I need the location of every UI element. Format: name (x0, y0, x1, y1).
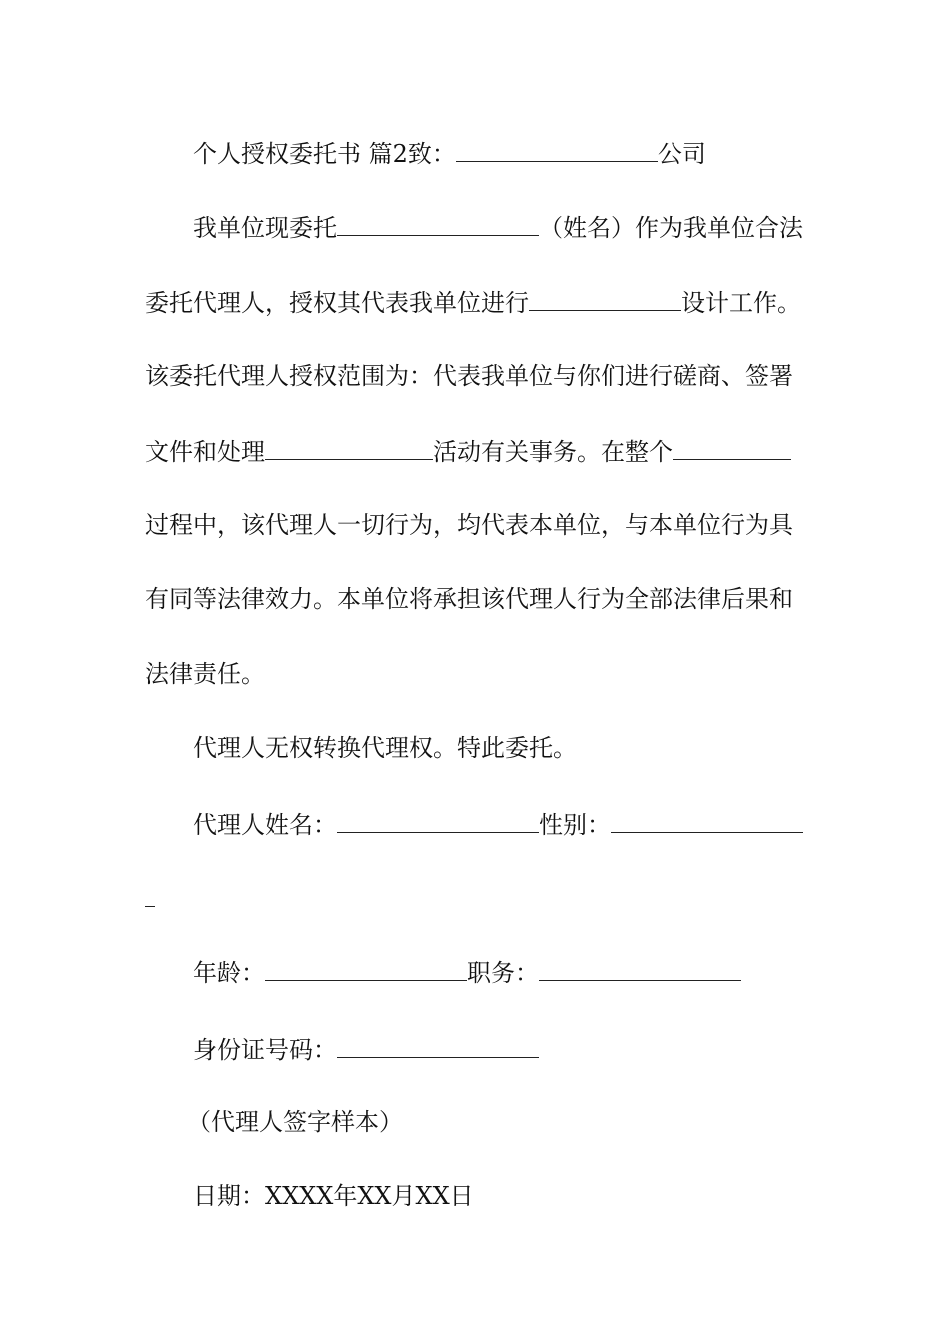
name-label: 代理人姓名： (193, 811, 337, 839)
body-text: 有同等法律效力。本单位将承担该代理人行为全部法律后果和 (145, 585, 793, 613)
activity-blank (265, 435, 433, 460)
company-suffix: 公司 (657, 140, 706, 168)
age-position-line (193, 956, 741, 988)
body-line-3 (145, 361, 793, 391)
body-line-5 (145, 510, 793, 540)
id-number-line (193, 1033, 539, 1065)
id-label: 身份证号码： (193, 1036, 337, 1064)
company-blank (456, 137, 658, 162)
gender-label: 性别： (539, 811, 611, 839)
body-text: 过程中，该代理人一切行为，均代表本单位，与本单位行为具 (145, 511, 793, 539)
agent-name-blank (337, 211, 539, 236)
name-gender-line (193, 808, 803, 840)
gender-field-blank-wrap (145, 906, 155, 907)
age-label: 年龄： (193, 959, 265, 987)
id-field-blank (337, 1033, 539, 1058)
process-blank (673, 435, 791, 460)
body-text: 我单位现委托 (193, 214, 337, 242)
body-line-2 (145, 286, 801, 318)
position-label: 职务： (467, 959, 539, 987)
position-field-blank (539, 956, 741, 981)
gender-field-blank (611, 808, 803, 833)
signature-sample-text: （代理人签字样本） (187, 1108, 403, 1136)
body-line-4 (145, 435, 791, 467)
no-transfer-line (193, 733, 577, 763)
work-item-blank (529, 286, 681, 311)
no-transfer-text: 代理人无权转换代理权。特此委托。 (193, 734, 577, 762)
heading-text: 个人授权委托书 篇2致： (193, 140, 456, 168)
body-text: 委托代理人，授权其代表我单位进行 (145, 289, 529, 317)
body-line-7 (145, 659, 265, 689)
body-line-1 (193, 211, 803, 243)
signature-sample-line (187, 1107, 403, 1137)
body-text: 设计工作。 (681, 289, 801, 317)
body-text: （姓名）作为我单位合法 (539, 214, 803, 242)
body-text: 活动有关事务。在整个 (433, 438, 673, 466)
name-field-blank (337, 808, 539, 833)
date-text: 日期：XXXX年XX月XX日 (193, 1182, 474, 1210)
date-line (193, 1181, 474, 1211)
body-text: 法律责任。 (145, 660, 265, 688)
body-text: 文件和处理 (145, 438, 265, 466)
body-text: 该委托代理人授权范围为：代表我单位与你们进行磋商、签署 (145, 362, 793, 390)
age-field-blank (265, 956, 467, 981)
body-line-6 (145, 584, 793, 614)
heading-line (193, 137, 706, 169)
